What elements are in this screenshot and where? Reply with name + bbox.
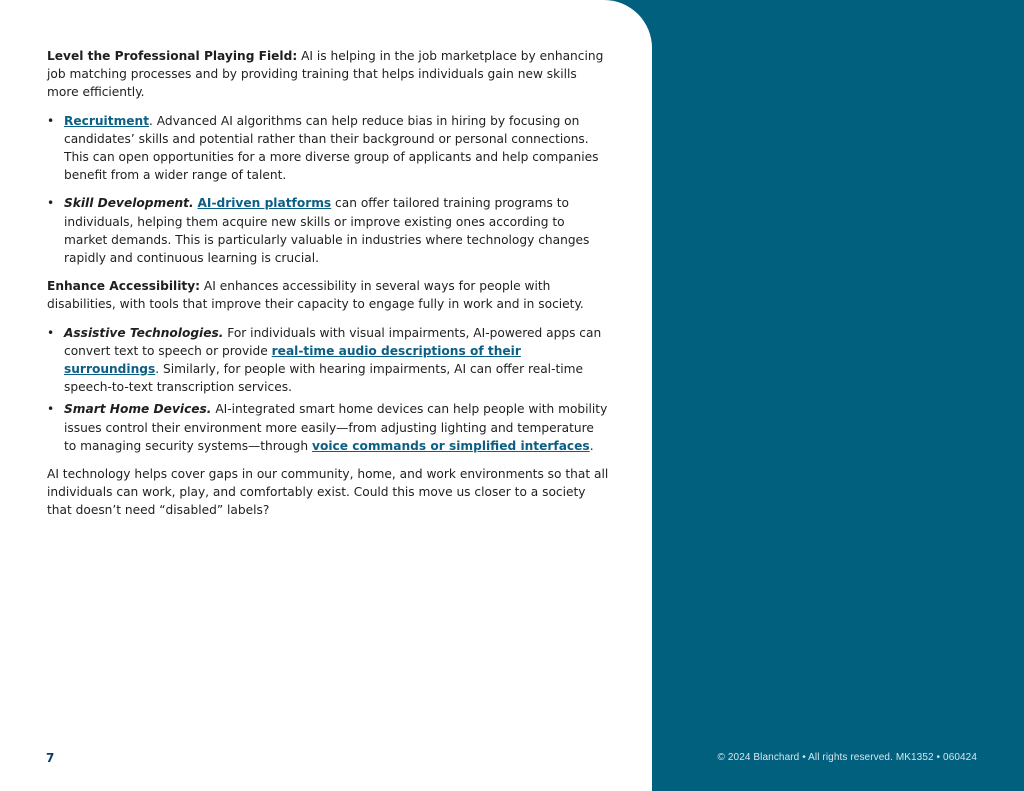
paragraph-closing: AI technology helps cover gaps in our community, home, and work environments so that all individuals can work, play, and comfortably exist. Could this move us closer to a society that doesn’t need “disabled” labels? bbox=[47, 467, 609, 518]
list-item-text: . bbox=[589, 438, 594, 453]
bullet-icon: • bbox=[47, 325, 55, 340]
bullet-icon: • bbox=[47, 113, 55, 128]
list-item-text: . Advanced AI algorithms can help reduce bias in hiring by focusing on candidates’ skills and potential rather than their background or personal connections. This can open opportunities for a more diverse group of applicants and help companies benefit from a wider range of talent. bbox=[64, 113, 599, 183]
list-item-text: For individuals with visual impairments, AI-powered apps can convert text to speech or provide bbox=[64, 325, 602, 358]
article-body bbox=[47, 47, 609, 530]
paragraph-text: AI enhances accessibility in several ways for people with disabilities, with tools that improve their capacity to engage fully in work and in society. bbox=[47, 279, 584, 312]
list-item-skill-development bbox=[47, 194, 609, 267]
list-item-text: AI-integrated smart home devices can help people with mobility issues control their environment more easily—from adjusting lighting and temperature to managing security systems—through bbox=[64, 402, 608, 453]
copyright-notice: © 2024 Blanchard • All rights reserved. MK1352 • 060424 bbox=[717, 752, 977, 763]
heading-level-playing-field: Level the Professional Playing Field: bbox=[47, 49, 298, 63]
paragraph-professional-playing-field bbox=[47, 47, 609, 102]
ai-driven-platforms-link[interactable]: AI-driven platforms bbox=[197, 196, 332, 211]
list-item-text: . Similarly, for people with hearing impairments, AI can offer real-time speech-to-text transcription services. bbox=[64, 362, 583, 395]
recruitment-link[interactable]: Recruitment bbox=[64, 113, 150, 128]
audio-descriptions-link[interactable]: real-time audio descriptions of their surroundings bbox=[64, 343, 521, 377]
list-item-text: can offer tailored training programs to individuals, helping them acquire new skills or improve existing ones according to market demands. This is particularly valuable in industries where technology changes rapidly and continuous learning is crucial. bbox=[64, 196, 590, 266]
bullet-list-employment bbox=[47, 112, 609, 268]
paragraph-enhance-accessibility bbox=[47, 277, 609, 313]
list-item-smart-home-devices bbox=[47, 400, 609, 455]
page-number: 7 bbox=[46, 751, 55, 765]
bullet-icon: • bbox=[47, 402, 55, 417]
heading-enhance-accessibility: Enhance Accessibility: bbox=[47, 279, 201, 294]
list-item-assistive-technologies bbox=[47, 324, 609, 397]
voice-commands-link[interactable]: voice commands or simplified interfaces bbox=[312, 438, 590, 453]
bullet-icon: • bbox=[47, 196, 55, 211]
list-item-lead: Skill Development. bbox=[64, 196, 194, 211]
paragraph-text: AI is helping in the job marketplace by enhancing job matching processes and by providing training that helps individuals gain new skills more efficiently. bbox=[47, 49, 604, 100]
list-item-recruitment bbox=[47, 112, 609, 185]
bullet-list-accessibility bbox=[47, 324, 609, 455]
list-item-lead: Smart Home Devices. bbox=[64, 402, 212, 417]
list-item-lead: Assistive Technologies. bbox=[64, 325, 224, 340]
